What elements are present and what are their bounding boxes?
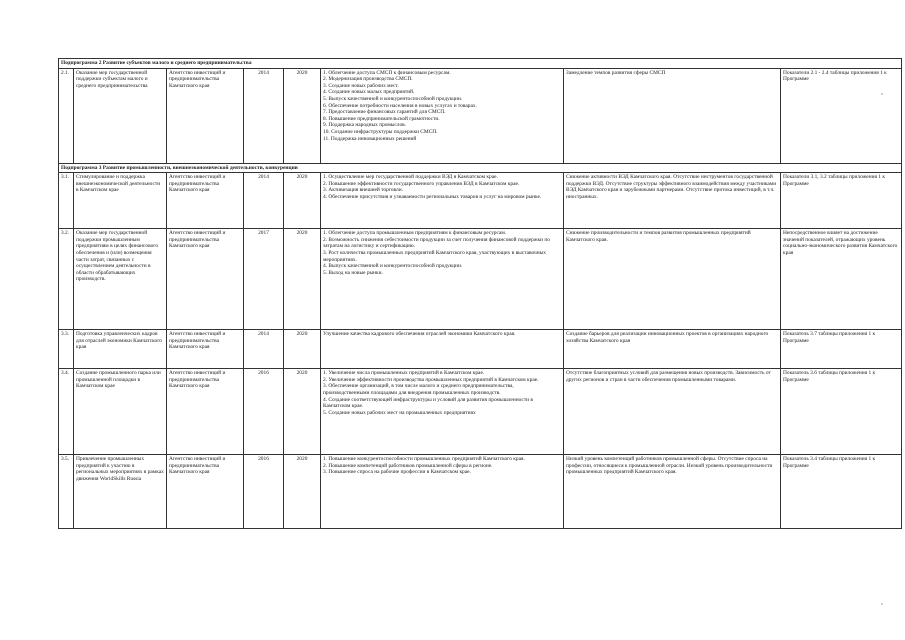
executor: Агентство инвестиций и предпринимательства Камчатского края: [167, 369, 244, 455]
executor: Агентство инвестиций и предпринимательства Камчатского края: [167, 229, 244, 330]
indicators: Показатель 3.6 таблицы приложения 1 к Программе: [781, 369, 902, 455]
table-row: [59, 68, 902, 163]
end-year: 2020: [284, 229, 321, 330]
row-number: 3.2.: [59, 229, 74, 330]
result-item: 2. Повышение эффективности государственного управления ВЭД в Камчатском крае.: [323, 180, 520, 187]
measure-name: Привлечение промышленных предприятий к участию в региональных мероприятиях в рамках движения WorldSkills Russia: [74, 455, 167, 529]
start-year: 2014: [244, 173, 284, 229]
result-item: Улучшение качества кадрового обеспечения отраслей экономики Камчатского края.: [323, 331, 516, 338]
expected-results: [321, 68, 564, 163]
executor: Агентство инвестиций и предпринимательства Камчатского края: [167, 330, 244, 369]
consequences: Создание барьеров для реализации инновационных проектов в организациях народного хозяйства Камчатского края: [564, 330, 781, 369]
start-year: 2014: [244, 330, 284, 369]
table-row: [59, 369, 902, 455]
start-year: 2016: [244, 455, 284, 529]
measure-name: Оказание мер государственной поддержки субъектам малого и среднего предпринимательства: [74, 68, 167, 163]
result-item: 2. Увеличение эффективности производства промышленных предприятий в Камчатском крае.: [323, 376, 539, 383]
result-item: 4. Создание соответствующей инфраструктуры и условий для развития промышленности в Камчатском крае.: [323, 396, 533, 410]
expected-results: [321, 455, 564, 529]
result-item: 3. Активизация внешней торговли.: [323, 187, 403, 194]
row-number: 3.5.: [59, 455, 74, 529]
consequences: Низкий уровень компетенций работников промышленной сферы. Отсутствие спроса на профессии, относящиеся к промышленной отрасли. Низкий уровень производительности промышленных предприятий Камчатского края.: [564, 455, 781, 529]
consequences: Снижение активности ВЭД Камчатского края. Отсутствие инструментов государственной поддержки ВЭД. Отсутствие структуры эффективного взаимодействия между участниками ВЭД Камчатского края и зарубежными партнерами. Отсутствие притока инвестиций, в т.ч. иностранных.: [564, 173, 781, 229]
start-year: 2014: [244, 68, 284, 163]
result-item: 3. Рост количества промышленных предприятий Камчатского края, участвующих в выставочных мероприятиях.: [323, 249, 546, 263]
result-item: 9. Поддержка народных промыслов.: [323, 122, 407, 129]
result-item: 8. Повышение предпринимательской грамотности.: [323, 115, 440, 122]
result-item: 3. Повышение спроса на рабочие профессии в Камчатском крае.: [323, 469, 471, 476]
measure-name: Стимулирование и поддержка внешнеэкономической деятельности в Камчатском крае: [74, 173, 167, 229]
executor: Агентство инвестиций и предпринимательства Камчатского края: [167, 455, 244, 529]
consequences: Отсутствие благоприятных условий для размещения новых производств. Зависимость от других регионов и стран в части обеспечения промышленными товарами.: [564, 369, 781, 455]
result-item: 1. Облегчение доступа СМСП к финансовым ресурсам.: [323, 69, 451, 76]
expected-results: [321, 173, 564, 229]
table-row: [59, 229, 902, 330]
subprogram-title: Подпрограмма 2 Развитие субъектов малого и среднего предпринимательства: [59, 59, 902, 69]
scan-speck: [880, 602, 884, 606]
result-item: 2. Модернизация производства СМСП.: [323, 76, 413, 83]
subprogram-header-row: [59, 163, 902, 173]
result-item: 10. Создание инфраструктуры поддержки СМСП.: [323, 128, 438, 135]
result-item: 1. Осуществление мер государственной поддержки ВЭД в Камчатском крае.: [323, 174, 498, 181]
result-item: 3. Создание новых рабочих мест.: [323, 82, 399, 89]
result-item: 1. Облегчение доступа промышленным предприятиям к финансовым ресурсам.: [323, 230, 507, 237]
result-item: 5. Создание новых рабочих мест на промышленных предприятиях: [323, 409, 476, 416]
executor: Агентство инвестиций и предпринимательства Камчатского края: [167, 173, 244, 229]
expected-results: [321, 369, 564, 455]
measure-name: Подготовка управленческих кадров для отраслей экономики Камчатского края: [74, 330, 167, 369]
row-number: 3.4.: [59, 369, 74, 455]
end-year: 2020: [284, 173, 321, 229]
row-number: 3.1.: [59, 173, 74, 229]
result-item: 1. Повышение конкурентоспособности промышленных предприятий Камчатского края.: [323, 456, 525, 463]
start-year: 2016: [244, 369, 284, 455]
result-item: 6. Обеспечение потребности населения в новых услугах и товарах.: [323, 102, 477, 109]
table-row: [59, 455, 902, 529]
result-item: 11. Поддержка инновационных решений: [323, 135, 417, 142]
indicators: Показатель 3.4 таблицы приложения 1 к Программе: [781, 455, 902, 529]
row-number: 2.1.: [59, 68, 74, 163]
subprogram-header-row: [59, 59, 902, 69]
expected-results: [321, 330, 564, 369]
result-item: 4. Обеспечение присутствия и узнаваемости региональных товаров и услуг на мировом рынке.: [323, 193, 542, 200]
result-item: 5. Выход на новые рынки.: [323, 269, 383, 276]
result-item: 3. Обеспечение организаций, в том числе малого и среднего предпринимательства, производственными площадями для внедрения промышленных производств.: [323, 383, 514, 396]
program-measures-table: [58, 58, 902, 529]
expected-results: [321, 229, 564, 330]
row-number: 3.3.: [59, 330, 74, 369]
end-year: 2020: [284, 330, 321, 369]
end-year: 2020: [284, 68, 321, 163]
consequences: Замедление темпов развития сферы СМСП: [564, 68, 781, 163]
table-row: [59, 330, 902, 369]
indicators: Показатели 2.1 - 2.4 таблицы приложения 1 к Программе: [781, 68, 902, 163]
result-item: 1. Увеличение числа промышленных предприятий в Камчатском крае.: [323, 370, 485, 377]
indicators: Непосредственное влияет на достижение значений показателей, отражающих уровень социально-экономического развития Камчатского края: [781, 229, 902, 330]
measure-name: Создание промышленного парка или промышленной площадки в Камчатском крае: [74, 369, 167, 455]
measure-name: Оказание мер государственной поддержки промышленным предприятиям в целях финансового обеспечения и (или) возмещения части затрат, связанных с осуществлением деятельности в области обрабатывающих производств.: [74, 229, 167, 330]
consequences: Снижение производительности и темпов развития промышленных предприятий Камчатского края.: [564, 229, 781, 330]
indicators: Показатели 3.1, 3.2 таблицы приложения 1 к Программе: [781, 173, 902, 229]
result-item: 2. Возможность снижения себестоимости продукции за счет получения финансовой поддержки по затратам на логистику и сертификацию.: [323, 236, 550, 250]
indicators: Показатель 3.7 таблицы приложения 1 к Программе: [781, 330, 902, 369]
result-item: 4. Создание новых малых предприятий.: [323, 89, 415, 96]
result-item: 7. Предоставление финансовых гарантий для СМСП.: [323, 109, 446, 116]
end-year: 2020: [284, 455, 321, 529]
scan-speck: [880, 92, 884, 96]
subprogram-title: Подпрограмма 3 Развитие промышленности, внешнеэкономической деятельности, конкуренции: [59, 163, 902, 173]
table-row: [59, 173, 902, 229]
result-item: 2. Повышение компетенций работников промышленной сферы в регионе.: [323, 462, 493, 469]
result-item: 5. Выпуск качественной и конкурентоспособной продукции.: [323, 95, 463, 102]
end-year: 2020: [284, 369, 321, 455]
result-item: 4. Выпуск качественной и конкурентоспособной продукции.: [323, 263, 463, 270]
executor: Агентство инвестиций и предпринимательства Камчатского края: [167, 68, 244, 163]
start-year: 2017: [244, 229, 284, 330]
